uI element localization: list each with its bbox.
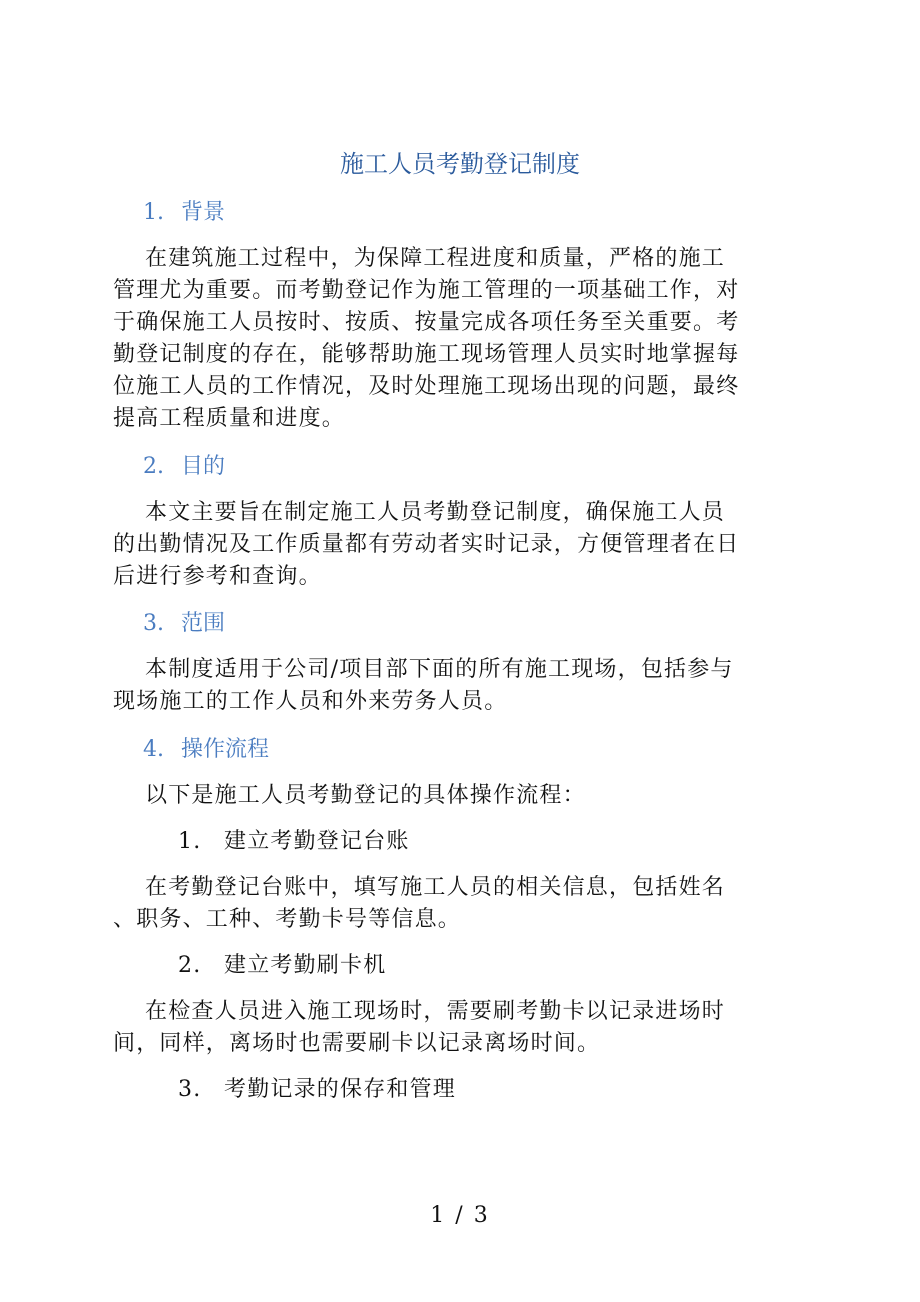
section-heading-purpose xyxy=(143,452,225,482)
section-paragraph-scope xyxy=(113,654,793,718)
step-number: 1. xyxy=(178,829,202,854)
paragraph-line: 位施工人员的工作情况，及时处理施工现场出现的问题，最终 xyxy=(113,374,740,399)
step-label: 考勤记录的保存和管理 xyxy=(224,1077,457,1102)
step-paragraph xyxy=(113,996,793,1060)
section-number: 4. xyxy=(143,737,164,762)
paragraph-line: 以下是施工人员考勤登记的具体操作流程： xyxy=(145,783,586,808)
paragraph-line: 的出勤情况及工作质量都有劳动者实时记录，方便管理者在日 xyxy=(113,532,740,557)
paragraph-line: 在检查人员进入施工现场时，需要刷考勤卡以记录进场时 xyxy=(145,999,726,1024)
paragraph-line: 于确保施工人员按时、按质、按量完成各项任务至关重要。考 xyxy=(113,310,740,335)
paragraph-line: 间，同样，离场时也需要刷卡以记录离场时间。 xyxy=(113,1031,601,1056)
step-number: 3. xyxy=(178,1077,202,1102)
section-paragraph-background xyxy=(113,243,793,435)
step-label: 建立考勤登记台账 xyxy=(224,829,410,854)
paragraph-line: 本制度适用于公司/项目部下面的所有施工现场，包括参与 xyxy=(145,657,734,682)
step-heading xyxy=(178,826,410,858)
section-title: 背景 xyxy=(181,200,226,225)
paragraph-line: 本文主要旨在制定施工人员考勤登记制度，确保施工人员 xyxy=(145,500,726,525)
step-number: 2. xyxy=(178,953,202,978)
section-title: 操作流程 xyxy=(181,737,270,762)
section-number: 3. xyxy=(143,611,164,636)
paragraph-line: 后进行参考和查询。 xyxy=(113,564,322,589)
section-heading-procedure xyxy=(143,735,269,765)
section-paragraph-purpose xyxy=(113,497,793,593)
section-intro-procedure xyxy=(113,780,793,812)
step-paragraph xyxy=(113,872,793,936)
page-number: 1 / 3 xyxy=(430,1203,490,1228)
section-number: 1. xyxy=(143,200,164,225)
paragraph-line: 、职务、工种、考勤卡号等信息。 xyxy=(113,907,462,932)
paragraph-line: 提高工程质量和进度。 xyxy=(113,406,346,431)
step-heading xyxy=(178,950,386,982)
paragraph-line: 勤登记制度的存在，能够帮助施工现场管理人员实时地掌握每 xyxy=(113,342,740,367)
section-heading-background xyxy=(143,198,225,228)
paragraph-line: 现场施工的工作人员和外来劳务人员。 xyxy=(113,689,508,714)
section-number: 2. xyxy=(143,454,164,479)
section-title: 范围 xyxy=(181,611,226,636)
paragraph-line: 在建筑施工过程中，为保障工程进度和质量，严格的施工 xyxy=(145,246,726,271)
paragraph-line: 在考勤登记台账中，填写施工人员的相关信息，包括姓名 xyxy=(145,875,726,900)
paragraph-line: 管理尤为重要。而考勤登记作为施工管理的一项基础工作，对 xyxy=(113,278,740,303)
step-heading xyxy=(178,1074,456,1106)
step-label: 建立考勤刷卡机 xyxy=(224,953,387,978)
document-title: 施工人员考勤登记制度 xyxy=(340,150,580,178)
section-heading-scope xyxy=(143,609,225,639)
section-title: 目的 xyxy=(181,454,226,479)
